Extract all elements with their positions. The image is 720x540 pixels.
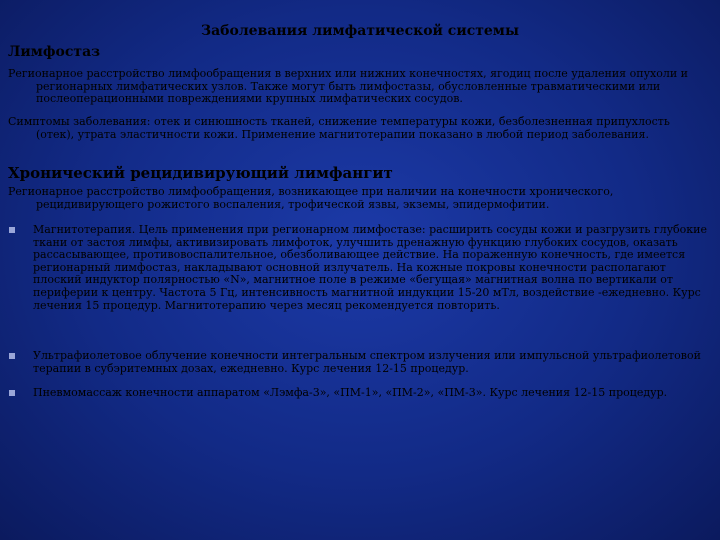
paragraph-text: Регионарное расстройство лимфообращения, возникающее при наличии на конечности хронического, рецидивирующего рожистого воспаления, трофической язвы, экземы, эпидермофитии. <box>8 185 614 211</box>
bullet-square-icon <box>9 227 15 233</box>
list-item <box>8 387 710 400</box>
section-heading-lymphostasis: Лимфостаз <box>8 44 101 60</box>
bullet-text: Пневмомассаж конечности аппаратом «Лэмфа-3», «ПМ-1», «ПМ-2», «ПМ-3». Курс лечения 12-15 процедур. <box>33 386 668 399</box>
bullet-square-icon <box>9 353 15 359</box>
section-heading-lymphangitis: Хронический рецидивирующий лимфангит <box>8 164 393 182</box>
paragraph-lymphostasis-symptoms <box>8 116 710 141</box>
paragraph-text: Регионарное расстройство лимфообращения в верхних или нижних конечностях, ягодиц после удаления опухоли и регионарных лимфатических узлов. Также могут быть лимфостазы, обусловленные травматическими или послеоперационными повреждениями крупных лимфатических сосудов. <box>8 67 689 106</box>
bullet-item-pneumomassage <box>8 387 710 400</box>
paragraph-text: Симптомы заболевания: отек и синюшность тканей, снижение температуры кожи, безболезненная припухлость (отек), утрата эластичности кожи. Применение магнитотерапии показано в любой период заболевания. <box>8 115 670 141</box>
slide-title: Заболевания лимфатической системы <box>200 23 520 39</box>
bullet-item-magnetotherapy <box>8 224 710 312</box>
list-item <box>8 350 710 375</box>
bullet-text: Ультрафиолетовое облучение конечности интегральным спектром излучения или импульсной ультрафиолетовой терапии в субэритемных дозах, ежедневно. Курс лечения 12-15 процедур. <box>33 349 701 375</box>
paragraph-lymphostasis-definition <box>8 68 710 106</box>
bullet-text: Магнитотерапия. Цель применения при регионарном лимфостазе: расширить сосуды кожи и разгрузить глубокие ткани от застоя лимфы, активизировать лимфоток, улучшить дренажную функцию глубоких сосудов, оказать рассасывающее, противовоспалительное, обезболивающее действие. На пораженную конечность, где имеется регионарный лимфостаз, накладывают основной излучатель. На кожные покровы конечности располагают плоский индуктор полярностью «N», магнитное поле в режиме «бегущая» магнитная волна по вертикали от периферии к центру. Частота 5 Гц, интенсивность магнитной индукции 15-20 мТл, воздействие -ежедневно. Курс лечения 15 процедур. Магнитотерапию через месяц рекомендуется повторить. <box>33 223 708 312</box>
paragraph-lymphangitis-definition <box>8 186 710 211</box>
list-item <box>8 224 710 312</box>
bullet-square-icon <box>9 390 15 396</box>
bullet-item-uv-therapy <box>8 350 710 375</box>
